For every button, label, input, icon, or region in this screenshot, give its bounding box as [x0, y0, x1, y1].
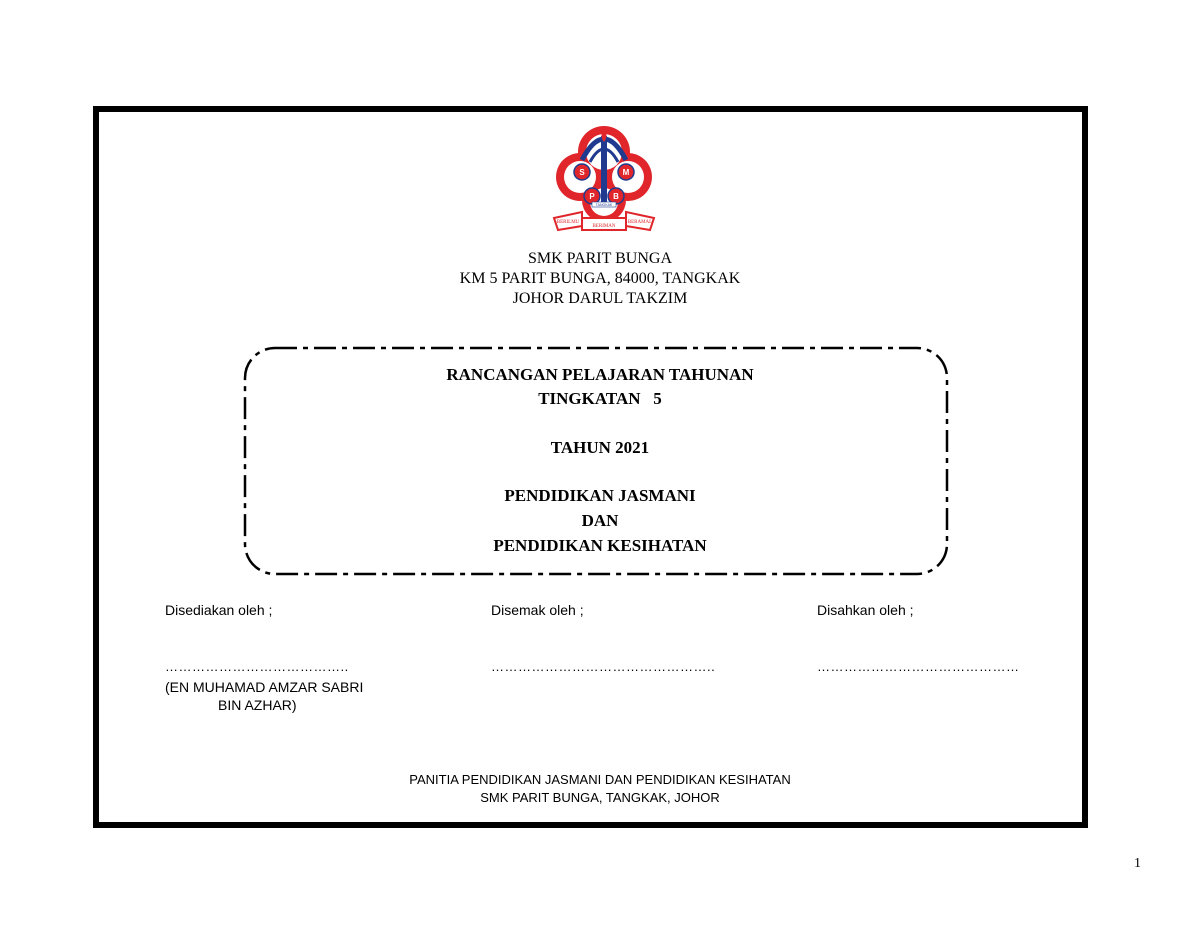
plan-title: RANCANGAN PELAJARAN TAHUNAN — [446, 365, 754, 384]
school-address: KM 5 PARIT BUNGA, 84000, TANGKAK — [459, 270, 741, 287]
page-number: 1 — [1134, 856, 1141, 871]
checked-by-label: Disemak oleh ; — [491, 602, 584, 618]
subject-conjunction: DAN — [581, 511, 619, 530]
school-name: SMK PARIT BUNGA — [527, 250, 673, 267]
prepared-by-label: Disediakan oleh ; — [165, 602, 273, 618]
checked-signature-line: ………………………………………….. — [491, 659, 716, 674]
approved-signature-line: ……………………………………… — [817, 659, 1020, 674]
approved-by-label: Disahkan oleh ; — [817, 602, 914, 618]
logo-letter-m: M — [622, 168, 630, 177]
school-header — [0, 249, 1200, 309]
logo-ribbon-text: TANGKAK — [595, 203, 613, 207]
logo-letter-b: B — [613, 192, 619, 201]
logo-banner-center: BERIMAN — [592, 224, 616, 229]
preparer-name-line2: BIN AZHAR) — [218, 697, 297, 713]
committee-name: PANITIA PENDIDIKAN JASMANI DAN PENDIDIKAN KESIHATAN — [409, 772, 791, 787]
committee-location: SMK PARIT BUNGA, TANGKAK, JOHOR — [480, 790, 720, 805]
school-state: JOHOR DARUL TAKZIM — [512, 290, 688, 307]
plan-year: TAHUN 2021 — [550, 438, 650, 457]
logo-letter-s: S — [579, 168, 585, 177]
preparer-name-line1: (EN MUHAMAD AMZAR SABRI — [165, 679, 364, 695]
logo-banner-right: BERAMAL — [627, 220, 653, 225]
subject-name-1: PENDIDIKAN JASMANI — [504, 486, 696, 505]
prepared-signature-line: ………………………………….. — [165, 659, 349, 674]
school-crest-logo — [552, 122, 656, 244]
subject-name-2: PENDIDIKAN KESIHATAN — [493, 536, 707, 555]
form-level: TINGKATAN 5 — [538, 389, 662, 408]
logo-letter-p: P — [589, 192, 595, 201]
logo-banner-left: BERILMU — [556, 220, 580, 225]
